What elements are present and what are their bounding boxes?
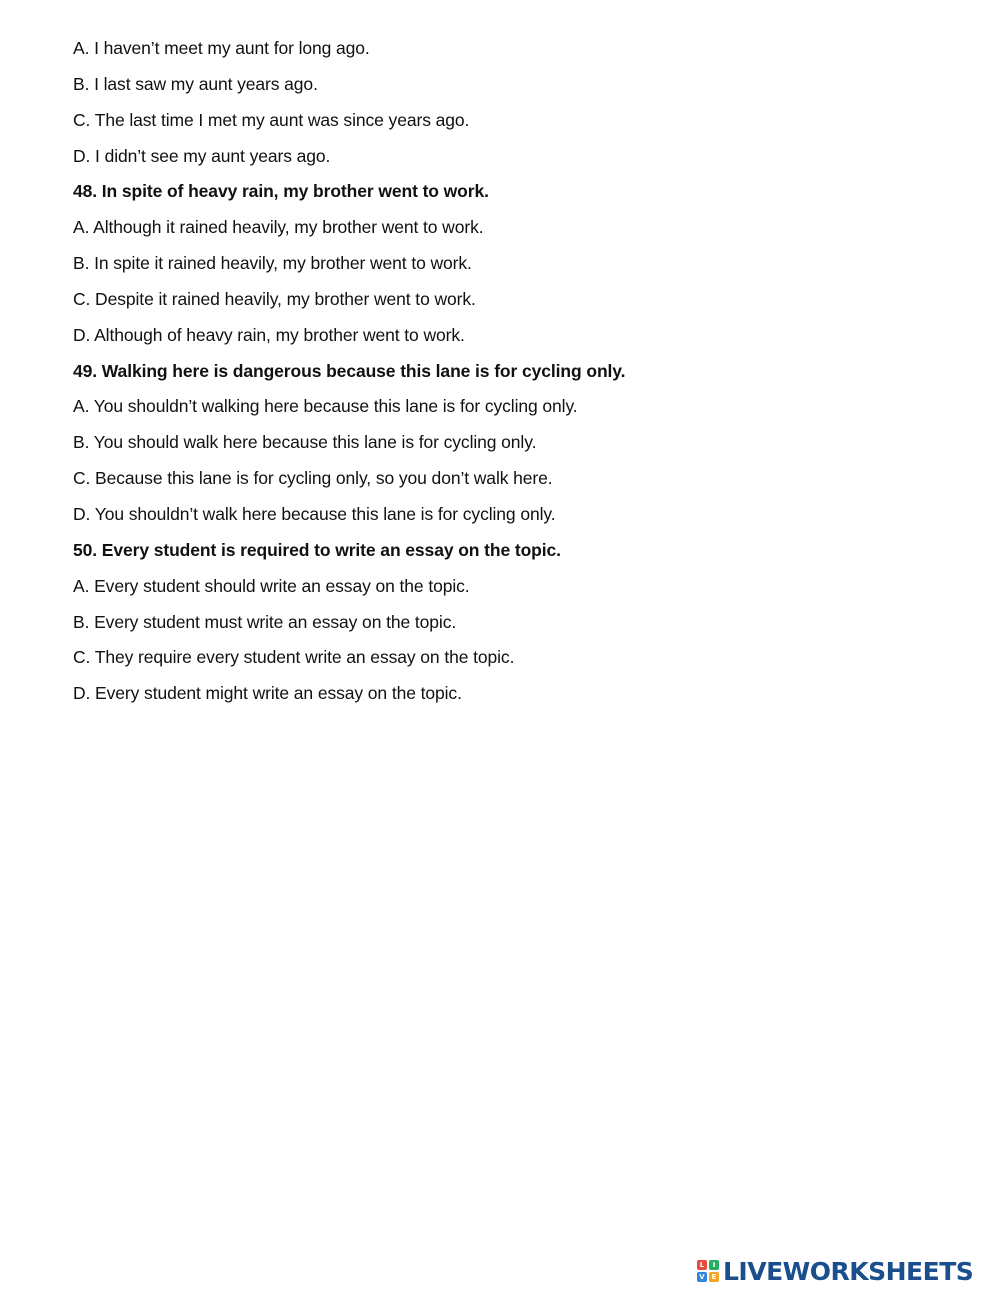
liveworksheets-logo-icon [697,1260,719,1282]
option-b-q49: B. You should walk here because this lane is for cycling only. [73,432,537,453]
option-a-q49: A. You shouldn’t walking here because this lane is for cycling only. [73,396,578,417]
logo-text: LIVEWORKSHEETS [723,1256,974,1286]
option-a-q47: A. I haven’t meet my aunt for long ago. [73,38,370,58]
option-d-q47: D. I didn’t see my aunt years ago. [73,145,331,166]
option-d-q50: D. Every student might write an essay on the topic. [73,683,462,704]
option-c-q50: C. They require every student write an essay on the topic. [73,647,515,668]
option-b-q47: B. I last saw my aunt years ago. [73,73,318,94]
question-50: 50. Every student is required to write an essay on the topic. [73,539,561,560]
option-c-q48: C. Despite it rained heavily, my brother went to work. [73,288,476,309]
logo-square-l: L [697,1260,707,1270]
logo-square-i: I [709,1260,719,1270]
option-b-q48: B. In spite it rained heavily, my brother went to work. [73,253,472,274]
option-c-q49: C. Because this lane is for cycling only, so you don’t walk here. [73,468,553,489]
logo-square-e: E [709,1272,719,1282]
option-b-q50: B. Every student must write an essay on the topic. [73,611,457,632]
option-a-q48: A. Although it rained heavily, my brother went to work. [73,217,484,238]
option-d-q48: D. Although of heavy rain, my brother went to work. [73,324,465,345]
option-d-q49: D. You shouldn’t walk here because this lane is for cycling only. [73,503,556,524]
liveworksheets-logo [697,1257,973,1285]
worksheet-content [73,36,953,717]
question-48: 48. In spite of heavy rain, my brother went to work. [73,181,489,202]
option-c-q47: C. The last time I met my aunt was since years ago. [73,109,470,130]
logo-square-v: V [697,1272,707,1282]
option-a-q50: A. Every student should write an essay on the topic. [73,575,470,596]
question-49: 49. Walking here is dangerous because this lane is for cycling only. [73,360,626,381]
